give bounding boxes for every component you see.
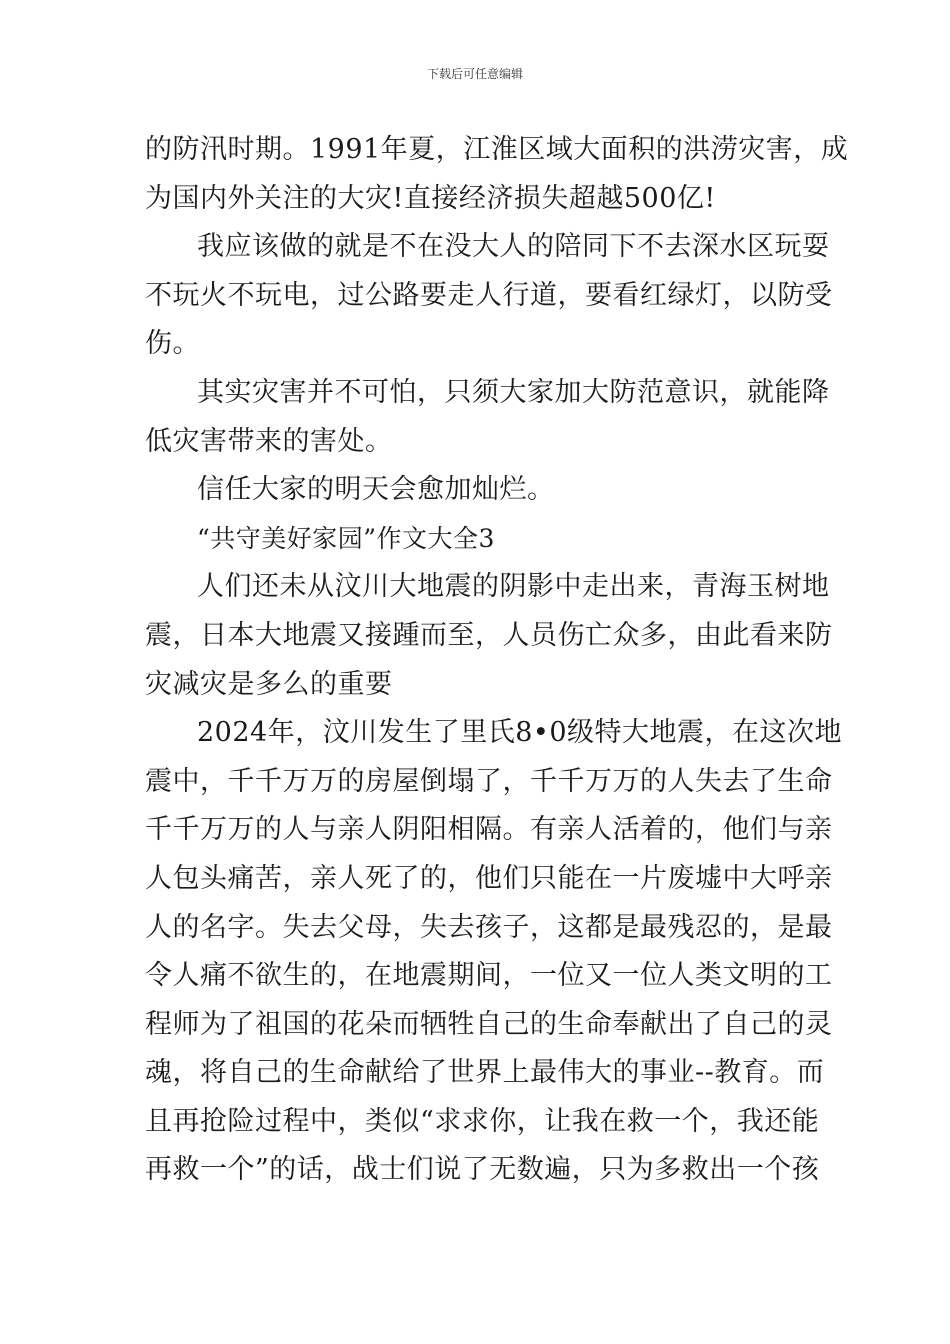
page-header: 下载后可任意编辑 [426,67,523,81]
text-line: 千千万万的人与亲人阴阳相隔。有亲人活着的，他们与亲 [145,814,833,846]
text-line: 灾减灾是多么的重要 [145,668,393,700]
text-line: 信任大家的明天会愈加灿烂。 [197,474,555,506]
text-line: 我应该做的就是不在没大人的陪同下不去深水区玩耍 [197,231,830,263]
text-line: 其实灾害并不可怕，只须大家加大防范意识，就能降 [197,376,830,408]
section-title: “共守美好家园”作文大全3 [197,523,495,553]
text-line: 魂，将自己的生命献给了世界上最伟大的事业--教育。而 [145,1057,825,1089]
text-line: 的防汛时期。1991年夏，江淮区域大面积的洪涝灾害，成 [145,134,849,165]
text-line: 震中，千千万万的房屋倒塌了，千千万万的人失去了生命 [145,765,833,797]
text-line: 人们还未从汶川大地震的阴影中走出来，青海玉树地 [197,571,830,603]
text-line: 人的名字。失去父母，失去孩子，这都是最残忍的，是最 [145,911,833,943]
text-line: 再救一个”的话，战士们说了无数遍，只为多救出一个孩 [145,1154,820,1186]
text-line: 震，日本大地震又接踵而至，人员伤亡众多，由此看来防 [145,619,833,651]
text-line: 为国内外关注的大灾!直接经济损失超越500亿! [145,182,716,214]
text-line: 伤。 [145,328,200,360]
text-line: 低灾害带来的害处。 [145,425,393,457]
text-line: 2024年，汶川发生了里氏8•0级特大地震，在这次地 [197,717,842,749]
text-line: 程师为了祖国的花朵而牺牲自己的生命奉献出了自己的灵 [145,1008,833,1040]
text-line: 令人痛不欲生的，在地震期间，一位又一位人类文明的工 [145,960,833,992]
text-line: 不玩火不玩电，过公路要走人行道，要看红绿灯，以防受 [145,279,833,311]
text-line: 且再抢险过程中，类似“求求你，让我在救一个，我还能 [145,1105,820,1137]
text-line: 人包头痛苦，亲人死了的，他们只能在一片废墟中大呼亲 [145,862,833,894]
document-body [145,126,849,1195]
